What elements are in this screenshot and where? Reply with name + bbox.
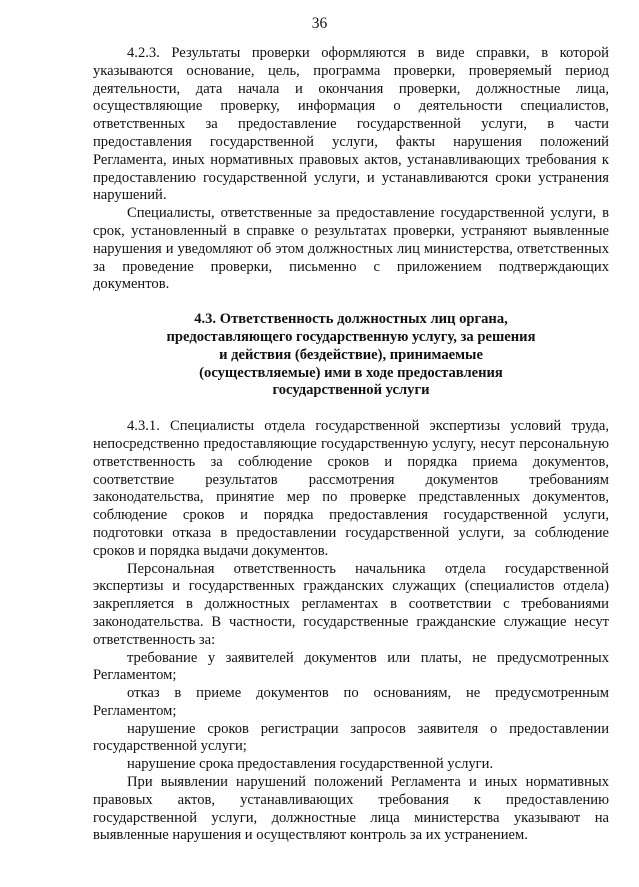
document-body xyxy=(93,45,609,845)
list-item-demand-documents: требование у заявителей документов или платы, не предусмотренных Регламентом; xyxy=(93,649,609,684)
paragraph-specialists-fix-violations: Специалисты, ответственные за предоставление государственной услуги, в срок, установленный в справке о результатах проверки, устраняют выявленные нарушения и уведомляют об этом должностных лиц министерства, ответственных за проведение проверки, письменно с приложением подтверждающих документов. xyxy=(93,205,609,293)
list-item-registration-deadlines: нарушение сроков регистрации запросов заявителя о предоставлении государственной услуги; xyxy=(93,720,609,755)
section-heading-line: (осуществляемые) ими в ходе предоставления xyxy=(199,364,503,381)
section-heading-line: и действия (бездействие), принимаемые xyxy=(219,346,483,363)
section-heading-line: государственной услуги xyxy=(272,382,430,399)
section-heading-line: 4.3. Ответственность должностных лиц органа, xyxy=(194,311,508,328)
paragraph-violations-control: При выявлении нарушений положений Регламента и иных нормативных правовых актов, устанавливающих требования к предоставлению государственной услуги, должностные лица министерства указывают на выявленные нарушения и осуществляют контроль за их устранением. xyxy=(93,774,609,844)
section-heading-4-3 xyxy=(93,311,609,400)
paragraph-4-2-3: 4.2.3. Результаты проверки оформляются в виде справки, в которой указываются основание, цель, программа проверки, проверяемый период деятельности, дата начала и окончания проверки, должностные лица, осуществляющие проверку, информация о деятельности специалистов, ответственных за предоставление государственной услуги, в части предоставления государственной услуги, факты нарушения положений Регламента, иных нормативных правовых актов, устанавливающих требования к предоставлению государственной услуги, и устанавливаются сроки устранения нарушений. xyxy=(93,45,609,204)
page-number: 36 xyxy=(311,15,328,32)
section-heading-line: предоставляющего государственную услугу, за решения xyxy=(166,328,536,345)
paragraph-personal-responsibility: Персональная ответственность начальника отдела государственной экспертизы и государственных гражданских служащих (специалистов отдела) закрепляется в должностных регламентах в соответствии с требованиями законодательства. В частности, государственные гражданские служащие несут ответственность за: xyxy=(93,560,609,648)
list-item-service-deadline: нарушение срока предоставления государственной услуги. xyxy=(127,756,494,773)
list-item-refusal-acceptance: отказ в приеме документов по основаниям, не предусмотренным Регламентом; xyxy=(93,685,609,719)
paragraph-4-3-1: 4.3.1. Специалисты отдела государственной экспертизы условий труда, непосредственно предоставляющие государственную услугу, несут персональную ответственность за соблюдение сроков и порядка приема документов, соответствие результатов рассмотрения документов требованиям законодательства, принятие мер по проверке представленных документов, соблюдение сроков и порядка предоставления государственной услуги, подготовки отказа в предоставлении государственной услуги, за соблюдение сроков и порядка выдачи документов. xyxy=(93,418,609,559)
